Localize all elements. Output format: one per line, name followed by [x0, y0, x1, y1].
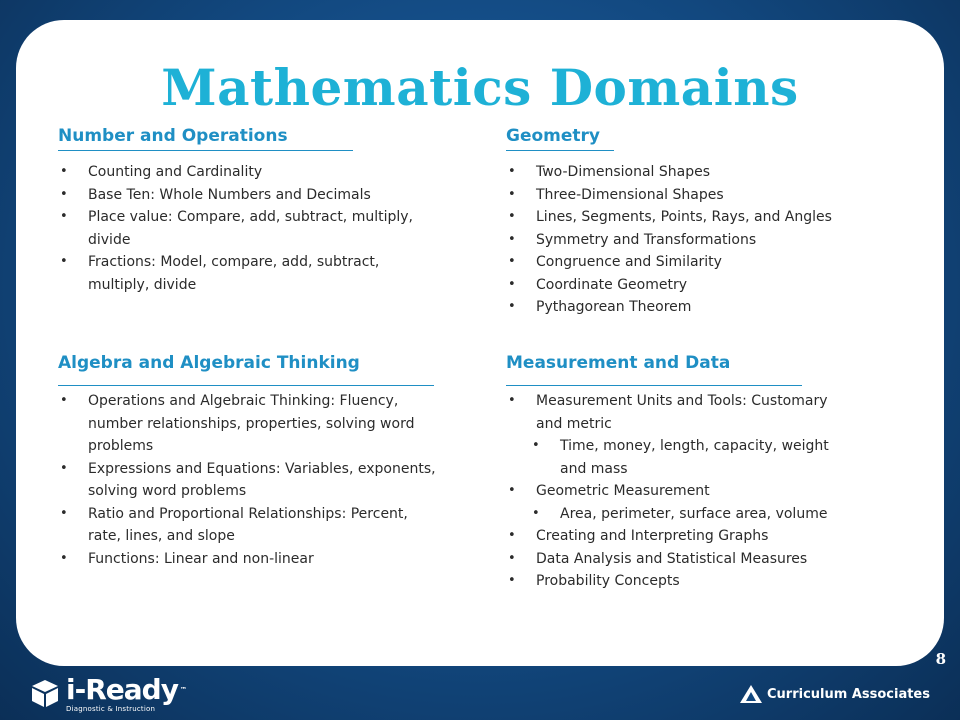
ca-mark-icon: [739, 684, 763, 704]
list-item-continuation: multiply, divide: [88, 276, 197, 293]
list-item: • Operations and Algebraic Thinking: Fluency,: [58, 390, 478, 413]
list-item: • Coordinate Geometry: [506, 274, 926, 297]
bullet-list: [58, 390, 478, 570]
list-item-continuation: number relationships, properties, solving word: [88, 415, 415, 432]
list-item-continuation: problems: [88, 438, 154, 454]
slide-title: Mathematics Domains: [161, 58, 799, 117]
section-heading: Algebra and Algebraic Thinking: [58, 353, 360, 373]
list-item: • Probability Concepts: [506, 570, 926, 593]
list-item: • Functions: Linear and non-linear: [58, 548, 478, 571]
cube-icon: [30, 678, 60, 708]
curriculum-associates-logo: [739, 684, 930, 704]
heading-rule: [506, 385, 802, 386]
bullet-list: [506, 161, 926, 319]
section-algebra: [58, 353, 478, 570]
list-item: • Counting and Cardinality: [58, 161, 478, 184]
list-item-continuation: solving word problems: [88, 483, 247, 499]
slide-card: [16, 20, 944, 666]
logo-tagline: Diagnostic & Instruction: [66, 705, 156, 713]
logo-wordmark: i-Ready: [66, 673, 178, 706]
section-heading: Number and Operations: [58, 126, 288, 146]
section-heading: Measurement and Data: [506, 353, 731, 373]
list-item-continuation: divide: [88, 231, 131, 248]
list-item: • Place value: Compare, add, subtract, multiply,: [58, 206, 478, 229]
trademark: ™: [179, 686, 186, 694]
section-number-operations: [58, 126, 478, 296]
ca-wordmark: Curriculum Associates: [767, 686, 930, 702]
list-item: • Ratio and Proportional Relationships: Percent,: [58, 503, 478, 526]
list-item: • Symmetry and Transformations: [506, 229, 926, 252]
bullet-list: [506, 390, 926, 593]
section-geometry: [506, 126, 926, 319]
page-number: 8: [935, 650, 946, 668]
section-heading: Geometry: [506, 126, 600, 146]
list-item-continuation: and metric: [536, 415, 612, 432]
list-item: • Expressions and Equations: Variables, exponents,: [58, 458, 478, 481]
bullet-list: [58, 161, 478, 296]
list-item: • Data Analysis and Statistical Measures: [506, 548, 926, 571]
list-subitem-continuation: and mass: [560, 460, 628, 477]
list-item: • Two-Dimensional Shapes: [506, 161, 926, 184]
list-subitem: • Area, perimeter, surface area, volume: [506, 503, 926, 526]
list-item: • Lines, Segments, Points, Rays, and Angles: [506, 206, 926, 229]
heading-rule: [58, 150, 353, 151]
heading-rule: [58, 385, 434, 386]
list-item: • Pythagorean Theorem: [506, 296, 926, 319]
list-subitem: • Time, money, length, capacity, weight: [506, 435, 926, 458]
list-item: • Congruence and Similarity: [506, 251, 926, 274]
list-item-continuation: rate, lines, and slope: [88, 528, 235, 544]
section-measurement: [506, 353, 926, 593]
list-item: • Three-Dimensional Shapes: [506, 184, 926, 207]
iready-logo: [30, 673, 186, 714]
heading-rule: [506, 150, 614, 151]
list-item: • Fractions: Model, compare, add, subtract,: [58, 251, 478, 274]
list-item: • Creating and Interpreting Graphs: [506, 525, 926, 548]
list-item: • Base Ten: Whole Numbers and Decimals: [58, 184, 478, 207]
list-item: • Geometric Measurement: [506, 480, 926, 503]
list-item: • Measurement Units and Tools: Customary: [506, 390, 926, 413]
